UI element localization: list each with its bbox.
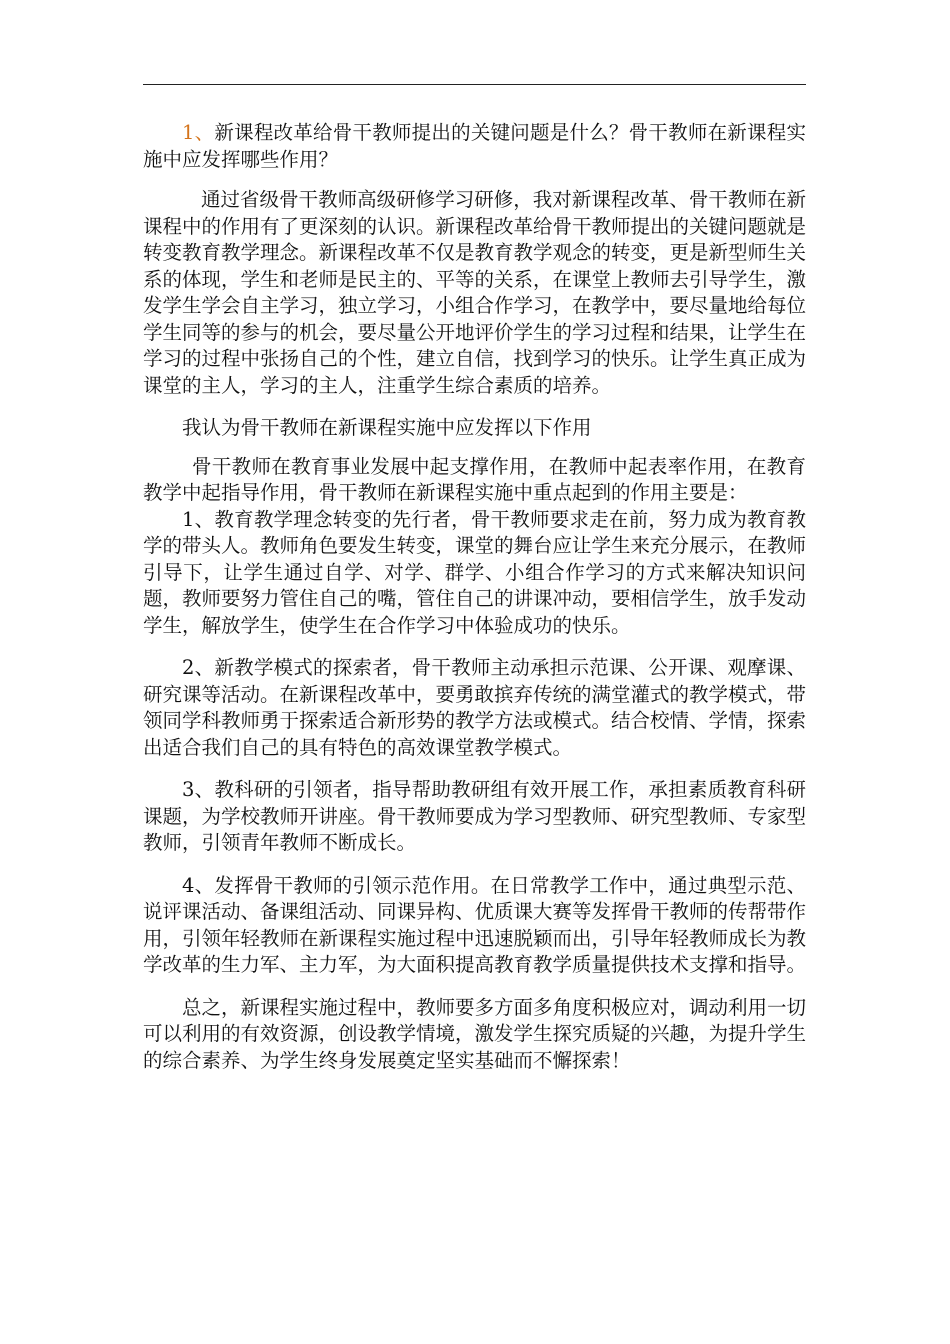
question-heading: [143, 120, 806, 173]
question-text: 新课程改革给骨干教师提出的关键问题是什么？骨干教师在新课程实施中应发挥哪些作用？: [143, 121, 806, 171]
document-body: [143, 120, 806, 1090]
paragraph-item-3: 3、教科研的引领者，指导帮助教研组有效开展工作，承担素质教育科研课题，为学校教师开讲座。骨干教师要成为学习型教师、研究型教师、专家型教师，引领青年教师不断成长。: [143, 778, 807, 854]
question-number: 1、: [182, 121, 215, 144]
paragraph-roles-summary: 骨干教师在教育事业发展中起支撑作用，在教师中起表率作用，在教育教学中起指导作用，骨干教师在新课程实施中重点起到的作用主要是：: [143, 454, 806, 504]
paragraph-conclusion: 总之，新课程实施过程中，教师要多方面多角度积极应对，调动利用一切可以利用的有效资源，创设教学情境，激发学生探究质疑的兴趣，为提升学生的综合素养、为学生终身发展奠定坚实基础而不懈探索！: [143, 995, 807, 1072]
header-rule: [143, 84, 806, 85]
paragraph-intro: 通过省级骨干教师高级研修学习研修，我对新课程改革、骨干教师在新课程中的作用有了更深刻的认识。新课程改革给骨干教师提出的关键问题就是转变教育教学理念。新课程改革不仅是教育教学观念的转变，更是新型师生关系的体现，学生和老师是民主的、平等的关系，在课堂上教师去引导学生，激发学生学会自主学习，独立学习，小组合作学习，在教学中，要尽量地给每位学生同等的参与的机会，要尽量公开地评价学生的学习过程和结果，让学生在学习的过程中张扬自己的个性，建立自信，找到学习的快乐。让学生真正成为课堂的主人，学习的主人，注重学生综合素质的培养。: [143, 188, 807, 397]
paragraph-item-2: 2、新教学模式的探索者，骨干教师主动承担示范课、公开课、观摩课、研究课等活动。在新课程改革中，要勇敢摈弃传统的满堂灌式的教学模式，带领同学科教师勇于探索适合新形势的教学方法或模式。结合校情、学情，探索出适合我们自己的具有特色的高效课堂教学模式。: [143, 656, 807, 759]
paragraph-item-1: 1、教育教学理念转变的先行者，骨干教师要求走在前，努力成为教育教学的带头人。教师角色要发生转变，课堂的舞台应让学生来充分展示，在教师引导下，让学生通过自学、对学、群学、小组合作学习的方式来解决知识问题，教师要努力管住自己的嘴，管住自己的讲课冲动，要相信学生，放手发动学生，解放学生，使学生在合作学习中体验成功的快乐。: [143, 507, 807, 637]
paragraph-item-4: 4、发挥骨干教师的引领示范作用。在日常教学工作中，通过典型示范、说评课活动、备课组活动、同课异构、优质课大赛等发挥骨干教师的传帮带作用，引领年轻教师在新课程实施过程中迅速脱颖而出，引导年轻教师成长为教学改革的生力军、主力军，为大面积提高教育教学质量提供技术支撑和指导。: [143, 873, 807, 976]
paragraph-roles-lead: 我认为骨干教师在新课程实施中应发挥以下作用: [182, 416, 592, 439]
